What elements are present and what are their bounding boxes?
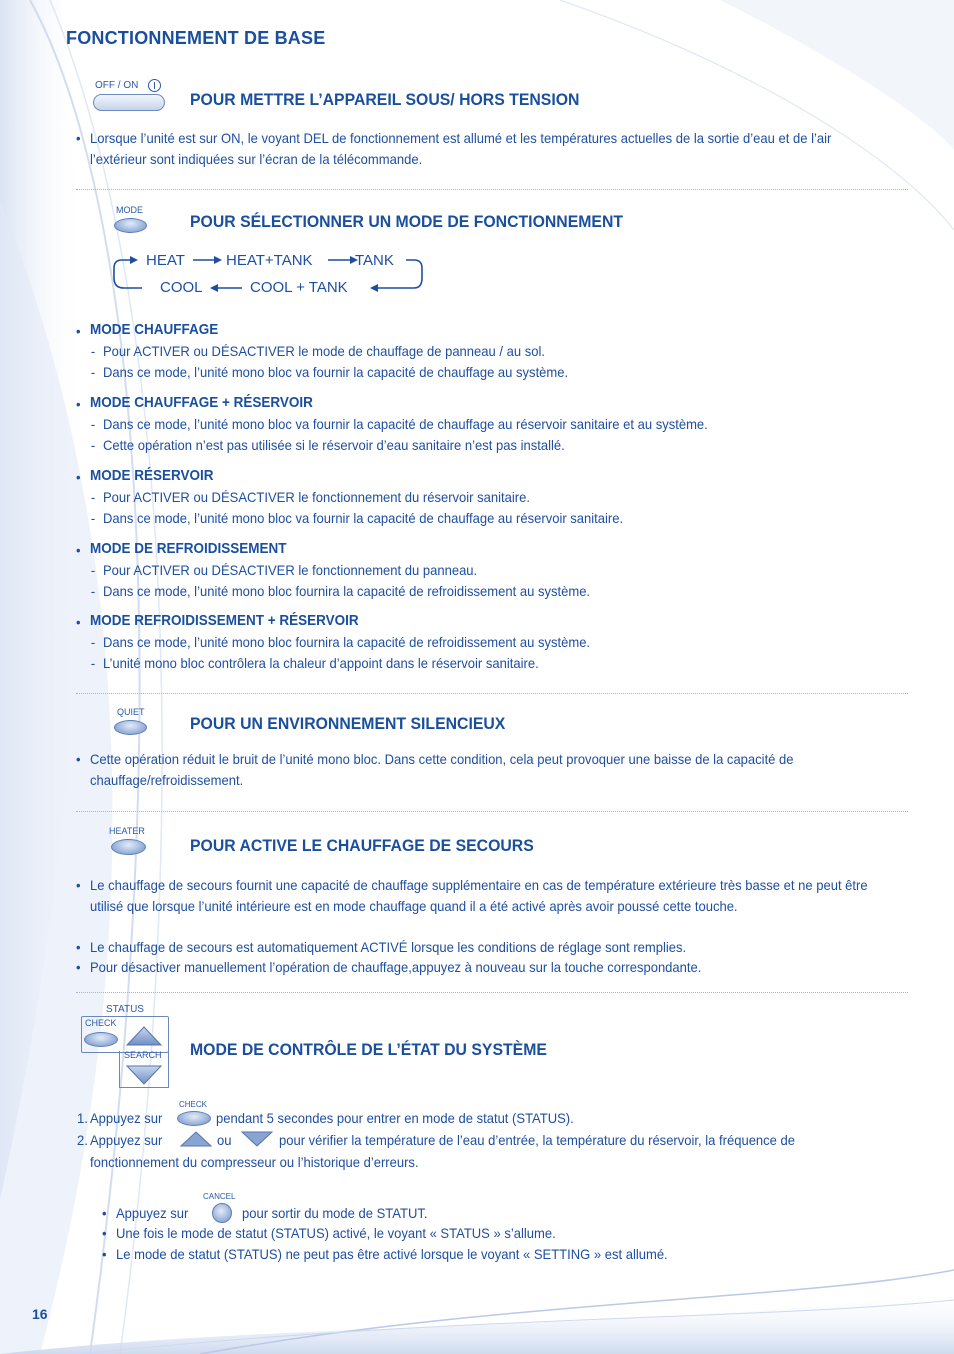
- mode-item-title: MODE RÉSERVOIR: [90, 467, 214, 484]
- note-2: Une fois le mode de statut (STATUS) activé, le voyant « STATUS » s’allume.: [116, 1225, 556, 1241]
- mode-item-line: Dans ce mode, l’unité mono bloc fournira la capacité de refroidissement au système.: [103, 634, 591, 650]
- step-1-check-label: CHECK: [179, 1100, 208, 1109]
- up-arrow-icon[interactable]: [125, 1025, 163, 1047]
- divider: [76, 811, 908, 812]
- divider: [76, 189, 908, 190]
- step-2-text-or: ou: [217, 1132, 232, 1148]
- heater-bullet: Le chauffage de secours fournit une capacité de chauffage supplémentaire en cas de température extérieure très basse et ne peut être utilisé que lorsque l’unité intérieure est en mode chauffage quand il a été activé après avoir poussé cette touche.: [90, 877, 868, 914]
- note-1-text-start: Appuyez sur: [116, 1205, 189, 1221]
- mode-item-line: Dans ce mode, l’unité mono bloc va fournir la capacité de chauffage au système.: [103, 364, 569, 380]
- off-on-button[interactable]: [93, 94, 165, 111]
- page-number: 16: [32, 1306, 48, 1322]
- mode-cool-tank: COOL + TANK: [250, 279, 348, 296]
- off-on-button-label: OFF / ON: [95, 80, 139, 91]
- divider: [76, 992, 908, 993]
- down-arrow-icon[interactable]: [125, 1064, 163, 1086]
- heater-heading: POUR ACTIVE LE CHAUFFAGE DE SECOURS: [190, 836, 534, 855]
- divider: [76, 693, 908, 694]
- power-icon: [148, 79, 161, 92]
- heater-button-label: HEATER: [109, 826, 145, 836]
- mode-cool: COOL: [160, 279, 203, 296]
- mode-item-line: Dans ce mode, l’unité mono bloc fournira la capacité de refroidissement au système.: [103, 583, 591, 599]
- step-2-text-continued: fonctionnement du compresseur ou l’historique d’erreurs.: [90, 1154, 419, 1170]
- step-1-text-start: Appuyez sur: [90, 1110, 163, 1126]
- step-2-text-end: pour vérifier la température de l’eau d’entrée, la température du réservoir, la fréquence de: [279, 1132, 796, 1148]
- mode-item-line: L’unité mono bloc contrôlera la chaleur d’appoint dans le réservoir sanitaire.: [103, 655, 539, 671]
- mode-item-title: MODE CHAUFFAGE: [90, 321, 219, 338]
- mode-tank: TANK: [355, 252, 394, 269]
- mode-item-line: Pour ACTIVER ou DÉSACTIVER le fonctionnement du panneau.: [103, 562, 478, 578]
- check-button[interactable]: [84, 1032, 118, 1047]
- step-1-number: 1.: [77, 1110, 88, 1126]
- mode-button-label: MODE: [116, 205, 143, 215]
- note-1-text-end: pour sortir du mode de STATUT.: [242, 1205, 428, 1221]
- power-heading: POUR METTRE L’APPAREIL SOUS/ HORS TENSION: [190, 90, 580, 109]
- step-2-text-start: Appuyez sur: [90, 1132, 163, 1148]
- mode-heat-tank: HEAT+TANK: [226, 252, 313, 269]
- quiet-description: Cette opération réduit le bruit de l’unité mono bloc. Dans cette condition, cela peut provoquer une baisse de la capacité de chauffage/refroidissement.: [90, 751, 794, 788]
- mode-heat: HEAT: [146, 252, 185, 269]
- mode-item-title: MODE REFROIDISSEMENT + RÉSERVOIR: [90, 612, 359, 629]
- check-label: CHECK: [85, 1018, 117, 1028]
- heater-bullet: Pour désactiver manuellement l’opération de chauffage,appuyez à nouveau sur la touche correspondante.: [90, 959, 702, 975]
- step-2-number: 2.: [77, 1132, 88, 1148]
- power-description: Lorsque l’unité est sur ON, le voyant DEL de fonctionnement est allumé et les températures actuelles de la sortie d’eau et de l’air l’extérieur sont indiquées sur l’écran de la télécommande.: [90, 130, 832, 167]
- quiet-button[interactable]: [114, 720, 147, 735]
- mode-button[interactable]: [114, 218, 147, 233]
- mode-item-line: Pour ACTIVER ou DÉSACTIVER le fonctionnement du réservoir sanitaire.: [103, 489, 530, 505]
- mode-item-line: Dans ce mode, l’unité mono bloc va fournir la capacité de chauffage au réservoir sanitaire.: [103, 510, 624, 526]
- mode-item-title: MODE CHAUFFAGE + RÉSERVOIR: [90, 394, 313, 411]
- page-title: FONCTIONNEMENT DE BASE: [66, 28, 326, 48]
- down-arrow-icon-inline[interactable]: [241, 1131, 273, 1147]
- step-1-text-end: pendant 5 secondes pour entrer en mode de statut (STATUS).: [216, 1110, 574, 1126]
- status-label: STATUS: [106, 1004, 144, 1015]
- mode-heading: POUR SÉLECTIONNER UN MODE DE FONCTIONNEMENT: [190, 212, 624, 231]
- status-heading: MODE DE CONTRÔLE DE L’ÉTAT DU SYSTÈME: [190, 1040, 547, 1059]
- mode-item-line: Cette opération n’est pas utilisée si le réservoir d’eau sanitaire n’est pas installé.: [103, 437, 565, 453]
- check-button-inline[interactable]: [177, 1111, 211, 1126]
- quiet-heading: POUR UN ENVIRONNEMENT SILENCIEUX: [190, 714, 506, 733]
- cancel-button[interactable]: [212, 1203, 232, 1223]
- mode-item-line: Pour ACTIVER ou DÉSACTIVER le mode de chauffage de panneau / au sol.: [103, 343, 545, 359]
- heater-button[interactable]: [111, 839, 146, 855]
- search-label: SEARCH: [124, 1050, 162, 1060]
- quiet-button-label: QUIET: [117, 707, 145, 717]
- mode-item-title: MODE DE REFROIDISSEMENT: [90, 540, 287, 557]
- up-arrow-icon-inline[interactable]: [180, 1131, 212, 1147]
- note-3: Le mode de statut (STATUS) ne peut pas être activé lorsque le voyant « SETTING » est allumé.: [116, 1246, 668, 1262]
- heater-bullet: Le chauffage de secours est automatiquement ACTIVÉ lorsque les conditions de réglage sont remplies.: [90, 939, 687, 955]
- cancel-label: CANCEL: [203, 1192, 236, 1201]
- mode-item-line: Dans ce mode, l’unité mono bloc va fournir la capacité de chauffage au réservoir sanitaire et au système.: [103, 416, 708, 432]
